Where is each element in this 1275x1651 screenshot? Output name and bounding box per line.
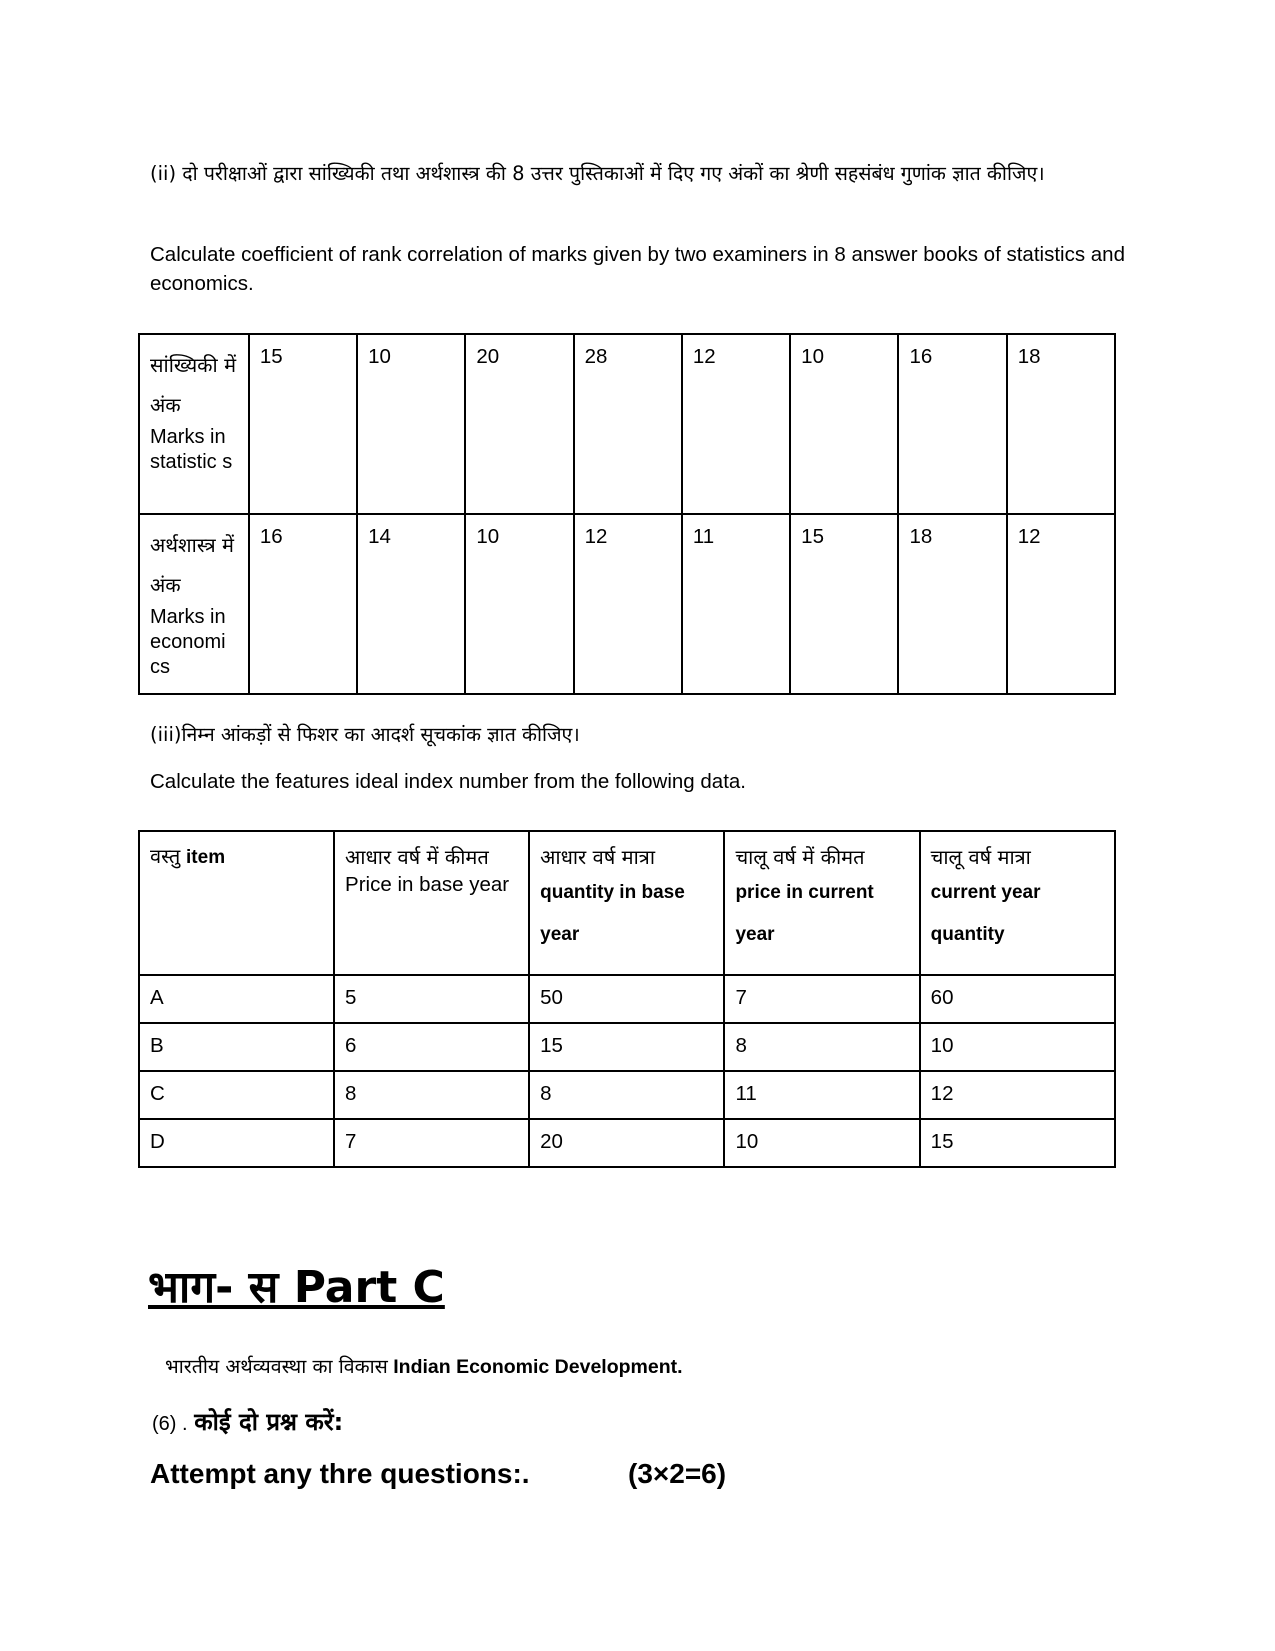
question-6-english: Attempt any thre questions:. (150, 1458, 530, 1489)
row-header-hindi: अर्थशास्त्र में अंक (150, 533, 234, 597)
row-header-statistics (139, 334, 249, 514)
question-iii-hindi: (iii)निम्न आंकड़ों से फिशर का आदर्श सूचकांक ज्ञात कीजिए। (150, 723, 580, 746)
header-english: price in current (735, 882, 874, 903)
header-english: year (735, 924, 775, 945)
row-header-english: Marks in economi cs (150, 606, 226, 678)
table-cell: 15 (920, 1119, 1115, 1167)
question-iii-english: Calculate the features ideal index number from the following data. (150, 770, 746, 793)
question-6-hindi-text: कोई दो प्रश्न करें: (194, 1408, 344, 1436)
table-cell: 10 (724, 1119, 919, 1167)
table-cell: 8 (724, 1023, 919, 1071)
header-english: Price in base year (345, 873, 510, 896)
header-hindi: चालू वर्ष में कीमत (735, 845, 865, 869)
table-cell: 50 (529, 975, 724, 1023)
row-header-hindi: सांख्यिकी में अंक (150, 353, 237, 417)
header-english: item (186, 847, 226, 868)
table-cell: 20 (529, 1119, 724, 1167)
part-c-heading: भाग- स Part C (148, 1262, 445, 1313)
table-cell: 11 (724, 1071, 919, 1119)
header-english: current year (930, 882, 1041, 903)
table-cell: 5 (334, 975, 529, 1023)
header-english: quantity (930, 924, 1005, 945)
table-cell: 12 (920, 1071, 1115, 1119)
header-hindi: आधार वर्ष में कीमत (345, 845, 489, 869)
header-price-current (724, 831, 919, 975)
table-cell: 60 (920, 975, 1115, 1023)
table-row (139, 1119, 1115, 1167)
table-cell: 10 (465, 514, 573, 694)
subject-line (165, 1352, 683, 1379)
header-hindi: आधार वर्ष मात्रा (540, 845, 655, 869)
question-number: (6) . (152, 1413, 188, 1435)
table-row (139, 1071, 1115, 1119)
table-row (139, 1023, 1115, 1071)
table-cell: D (139, 1119, 334, 1167)
table-cell: 28 (574, 334, 682, 514)
header-quantity-current (920, 831, 1115, 975)
table-cell: 18 (898, 514, 1006, 694)
table-cell: 20 (465, 334, 573, 514)
table-cell: 10 (920, 1023, 1115, 1071)
table-cell: 10 (790, 334, 898, 514)
header-hindi: चालू वर्ष मात्रा (930, 845, 1031, 869)
header-hindi: वस्तु (150, 844, 181, 868)
subject-english: Indian Economic Development. (393, 1356, 683, 1378)
row-header-english: Marks in statistic s (150, 426, 233, 473)
table-cell: 12 (682, 334, 790, 514)
table-cell: 6 (334, 1023, 529, 1071)
rank-correlation-table (138, 333, 1116, 695)
table-row (139, 975, 1115, 1023)
table-row (139, 514, 1115, 694)
table-row (139, 334, 1115, 514)
question-ii-english: Calculate coefficient of rank correlation of marks given by two examiners in 8 answer books of statistics and economics. (150, 243, 1125, 295)
header-english: year (540, 924, 580, 945)
table-cell: 15 (790, 514, 898, 694)
table-cell: 15 (529, 1023, 724, 1071)
table-cell: 12 (574, 514, 682, 694)
table-cell: 7 (724, 975, 919, 1023)
subject-hindi: भारतीय अर्थव्यवस्था का विकास (165, 1355, 388, 1378)
table-cell: 7 (334, 1119, 529, 1167)
header-quantity-base (529, 831, 724, 975)
table-cell: 11 (682, 514, 790, 694)
index-number-table (138, 830, 1116, 1168)
question-6-hindi (152, 1405, 343, 1438)
header-price-base (334, 831, 529, 975)
table-cell: B (139, 1023, 334, 1071)
table-cell: 10 (357, 334, 465, 514)
table-cell: 16 (249, 514, 357, 694)
marks-allocation: (3×2=6) (628, 1458, 727, 1489)
table-cell: C (139, 1071, 334, 1119)
row-header-economics (139, 514, 249, 694)
table-cell: 18 (1007, 334, 1115, 514)
table-cell: 16 (898, 334, 1006, 514)
header-english: quantity in base (540, 882, 685, 903)
table-cell: 12 (1007, 514, 1115, 694)
table-cell: A (139, 975, 334, 1023)
header-item (139, 831, 334, 975)
table-cell: 8 (529, 1071, 724, 1119)
question-ii-hindi: (ii) दो परीक्षाओं द्वारा सांख्यिकी तथा अर्थशास्त्र की 8 उत्तर पुस्तिकाओं में दिए गए अंकों का श्रेणी सहसंबंध गुणांक ज्ञात कीजिए। (150, 162, 1045, 185)
table-cell: 15 (249, 334, 357, 514)
table-cell: 14 (357, 514, 465, 694)
table-cell: 8 (334, 1071, 529, 1119)
table-header-row (139, 831, 1115, 975)
